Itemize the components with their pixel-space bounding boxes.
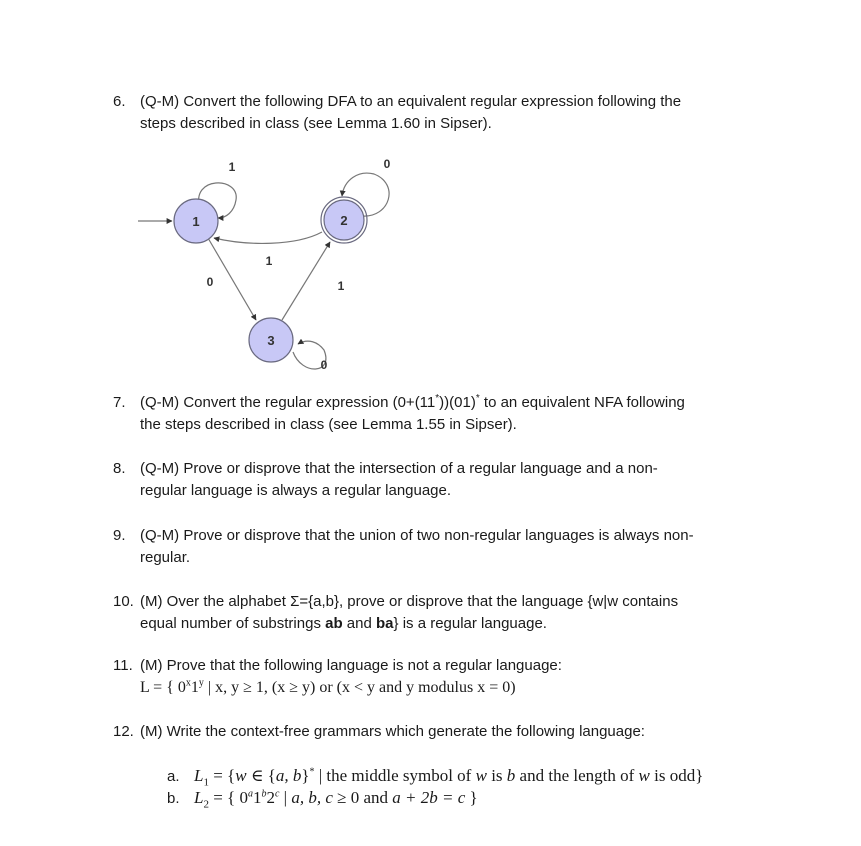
dfa-state-2 — [321, 197, 367, 243]
dfa-edge-label: 0 — [206, 275, 214, 289]
subpart-label: a. — [167, 768, 180, 785]
question-number: 6. — [113, 93, 126, 110]
question-number: 11. — [113, 657, 133, 674]
subpart-label: b. — [167, 790, 180, 807]
subpart-a: a. $L_1 = \{w$ ∈ {a, b}* | the middle symbol of w is b and the length of w is odd} — [167, 766, 704, 789]
question-text: regular language is always a regular language. — [140, 482, 452, 499]
language-definition: L = { 0$^x$1$^y$ | x, y ≥ 1, (x ≥ y) or (x < y and y modulus x = 0) — [140, 677, 516, 696]
question-text: (Q-M) Prove or disprove that the intersection of a regular language and a non- — [140, 460, 658, 477]
dfa-edge-label: 1 — [337, 279, 345, 293]
dfa-edge-label: 0 — [383, 157, 391, 171]
dfa-edge-label: 0 — [320, 358, 328, 372]
question-number: 9. — [113, 527, 126, 544]
question-text: regular. — [140, 549, 191, 566]
dfa-diagram — [138, 152, 408, 382]
dfa-edge-2-to-1 — [214, 232, 322, 243]
question-text: (M) Prove that the following language is not a regular language: — [140, 657, 562, 674]
dfa-edge-label: 1 — [228, 160, 236, 174]
subpart-b: b. $L_2$ = { 0$^a$1$^b$2$^c$ | a, b, c ≥ 0 and a + 2b = c } — [167, 788, 478, 811]
question-number: 12. — [113, 723, 134, 740]
dfa-edge-label: 1 — [265, 254, 273, 268]
question-number: 10. — [113, 593, 134, 610]
question-text: (Q-M) Convert the following DFA to an equivalent regular expression following the — [140, 93, 682, 110]
question-text: (Q-M) Convert the regular expression (0+(11*))(01)* to an equivalent NFA following — [140, 393, 685, 411]
question-number: 8. — [113, 460, 126, 477]
dfa-edge-3-to-2 — [282, 242, 330, 320]
question-text: steps described in class (see Lemma 1.60 in Sipser). — [140, 115, 492, 132]
question-text: (M) Over the alphabet Σ={a,b}, prove or disprove that the language {w|w contains — [140, 593, 679, 610]
question-number: 7. — [113, 394, 126, 411]
dfa-state-1 — [174, 199, 218, 243]
question-text: the steps described in class (see Lemma 1.55 in Sipser). — [140, 416, 517, 433]
dfa-state-label: 1 — [192, 214, 200, 229]
dfa-edge-1-to-3 — [208, 238, 256, 320]
question-text: (Q-M) Prove or disprove that the union of two non-regular languages is always non- — [140, 527, 694, 544]
dfa-state-label: 3 — [267, 333, 275, 348]
dfa-state-label: 2 — [340, 213, 348, 228]
question-text: (M) Write the context-free grammars which generate the following language: — [140, 723, 645, 740]
dfa-state-3 — [249, 318, 293, 362]
question-text: equal number of substrings ab and ba} is a regular language. — [140, 615, 547, 632]
